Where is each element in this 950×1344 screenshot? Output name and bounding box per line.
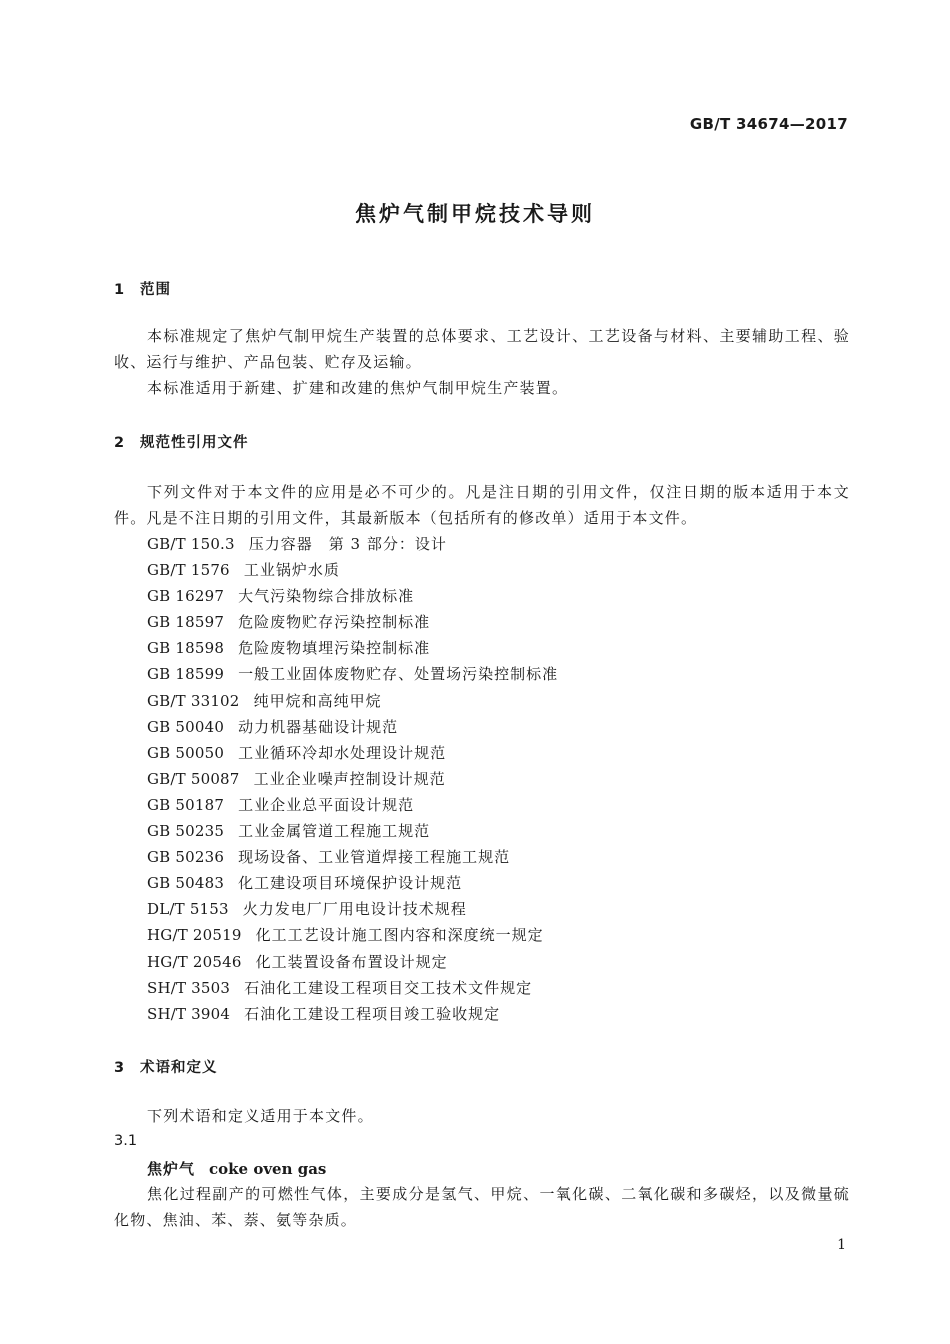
- term-entry: [147, 1158, 326, 1179]
- reference-item: [147, 975, 558, 1001]
- reference-item: [147, 609, 558, 635]
- page-number: 1: [837, 1237, 846, 1253]
- term-definition: 焦化过程副产的可燃性气体，主要成分是氢气、甲烷、一氧化碳、二氧化碳和多碳烃，以及微量硫化物、焦油、苯、萘、氨等杂质。: [114, 1185, 850, 1229]
- section-2-title: 规范性引用文件: [140, 435, 249, 451]
- reference-title: 化工建设项目环境保护设计规范: [238, 874, 463, 893]
- reference-title: 工业金属管道工程施工规范: [238, 822, 431, 841]
- reference-title: 工业循环冷却水处理设计规范: [238, 743, 447, 762]
- reference-code: GB 50483: [147, 874, 225, 893]
- reference-code: SH/T 3904: [147, 1004, 231, 1023]
- reference-item: [147, 844, 558, 870]
- reference-code: GB 50235: [147, 822, 225, 841]
- reference-item: [147, 714, 558, 740]
- reference-code: GB 18598: [147, 639, 225, 658]
- reference-title: 石油化工建设工程项目交工技术文件规定: [244, 978, 533, 997]
- reference-item: [147, 557, 558, 583]
- reference-code: GB 50040: [147, 717, 225, 736]
- reference-item: [147, 818, 558, 844]
- section-3-heading: [114, 1056, 218, 1077]
- term-english: coke oven gas: [209, 1160, 327, 1178]
- section-1-title: 范围: [140, 282, 171, 298]
- reference-item: [147, 688, 558, 714]
- section-1-heading: [114, 278, 171, 299]
- section-2-number: 2: [114, 435, 126, 451]
- term-chinese: 焦炉气: [147, 1160, 196, 1178]
- section-3-title: 术语和定义: [140, 1060, 218, 1076]
- section-1-paragraph-1: 本标准规定了焦炉气制甲烷生产装置的总体要求、工艺设计、工艺设备与材料、主要辅助工程、验收、运行与维护、产品包装、贮存及运输。: [114, 327, 850, 371]
- section-1-number: 1: [114, 282, 126, 298]
- reference-code: GB 18597: [147, 613, 225, 632]
- reference-code: SH/T 3503: [147, 978, 231, 997]
- reference-item: [147, 531, 558, 557]
- reference-item: [147, 740, 558, 766]
- reference-code: DL/T 5153: [147, 900, 229, 919]
- normative-references-list: [147, 531, 558, 1027]
- reference-code: GB/T 150.3: [147, 535, 235, 553]
- reference-item: [147, 583, 558, 609]
- reference-item: [147, 766, 558, 792]
- reference-title: 动力机器基础设计规范: [238, 717, 399, 736]
- reference-item: [147, 949, 558, 975]
- reference-code: GB 18599: [147, 665, 225, 684]
- reference-code: GB 50050: [147, 743, 225, 762]
- reference-title: 化工工艺设计施工图内容和深度统一规定: [255, 926, 544, 945]
- reference-title: 纯甲烷和高纯甲烷: [253, 691, 382, 710]
- reference-code: GB 16297: [147, 587, 225, 606]
- reference-code: GB 50187: [147, 795, 225, 814]
- reference-title: 工业锅炉水质: [243, 561, 340, 580]
- clause-number: 3.1: [114, 1133, 138, 1149]
- reference-title: 化工装置设备布置设计规定: [255, 952, 448, 971]
- reference-code: GB/T 33102: [147, 691, 240, 710]
- section-2-heading: [114, 431, 249, 452]
- document-title: 焦炉气制甲烷技术导则: [355, 202, 595, 226]
- reference-item: [147, 922, 558, 948]
- section-1-paragraph-2: 本标准适用于新建、扩建和改建的焦炉气制甲烷生产装置。: [147, 379, 569, 397]
- reference-item: [147, 870, 558, 896]
- reference-item: [147, 792, 558, 818]
- reference-title: 一般工业固体废物贮存、处置场污染控制标准: [238, 665, 559, 684]
- section-3-number: 3: [114, 1060, 126, 1076]
- reference-item: [147, 896, 558, 922]
- section-2-intro: 下列文件对于本文件的应用是必不可少的。凡是注日期的引用文件，仅注日期的版本适用于本文件。凡是不注日期的引用文件，其最新版本（包括所有的修改单）适用于本文件。: [114, 483, 850, 527]
- reference-title: 石油化工建设工程项目竣工验收规定: [244, 1004, 501, 1023]
- reference-title: 大气污染物综合排放标准: [238, 587, 415, 606]
- section-3-intro: 下列术语和定义适用于本文件。: [147, 1107, 374, 1125]
- reference-item: [147, 635, 558, 661]
- standard-code: GB/T 34674—2017: [689, 115, 848, 133]
- reference-title: 工业企业噪声控制设计规范: [253, 769, 446, 788]
- reference-code: GB 50236: [147, 848, 225, 867]
- reference-title: 危险废物贮存污染控制标准: [238, 613, 431, 632]
- reference-title: 火力发电厂厂用电设计技术规程: [242, 900, 467, 919]
- reference-title: 危险废物填埋污染控制标准: [238, 639, 431, 658]
- reference-item: [147, 1001, 558, 1027]
- reference-title: 工业企业总平面设计规范: [238, 795, 415, 814]
- reference-title: 压力容器 第 3 部分：设计: [248, 535, 447, 553]
- reference-code: HG/T 20546: [147, 952, 242, 971]
- reference-code: HG/T 20519: [147, 926, 242, 945]
- reference-code: GB/T 50087: [147, 769, 240, 788]
- reference-item: [147, 661, 558, 687]
- reference-title: 现场设备、工业管道焊接工程施工规范: [238, 848, 511, 867]
- reference-code: GB/T 1576: [147, 561, 230, 580]
